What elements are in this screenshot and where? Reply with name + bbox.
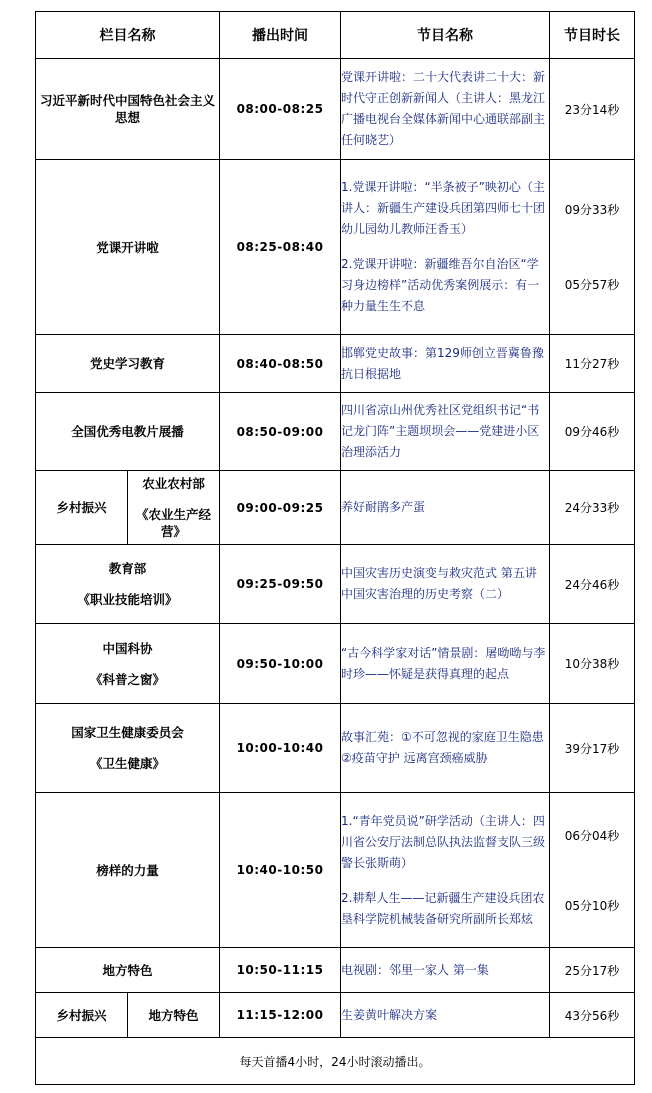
broadcast-time: 10:40-10:50 — [220, 793, 341, 948]
table-row — [36, 59, 635, 160]
column-name: 党课开讲啦 — [36, 160, 220, 335]
column-subtitle: 《科普之窗》 — [89, 671, 165, 687]
table-row — [36, 335, 635, 393]
program-name: 电视剧：邻里一家人 第一集 — [341, 948, 550, 993]
header-column-name: 栏目名称 — [36, 12, 220, 59]
program-item: 2.耕犁人生——记新疆生产建设兵团农垦科学院机械装备研究所副所长郑炫 — [341, 890, 545, 926]
broadcast-time: 10:50-11:15 — [220, 948, 341, 993]
program-name: 邯郸党史故事：第129师创立晋冀鲁豫抗日根据地 — [341, 335, 550, 393]
program-item: 1.“青年党员说”研学活动（主讲人：四川省公安厅法制总队执法监督支队三级警长张斯萌） — [341, 813, 546, 870]
program-name: 故事汇苑：①不可忽视的家庭卫生隐患②疫苗守护 远离宫颈癌威胁 — [341, 704, 550, 793]
broadcast-time: 08:25-08:40 — [220, 160, 341, 335]
program-name: “古今科学家对话”情景剧：屠呦呦与李时珍——怀疑是获得真理的起点 — [341, 624, 550, 704]
broadcast-time: 09:25-09:50 — [220, 545, 341, 624]
broadcast-time: 10:00-10:40 — [220, 704, 341, 793]
table-row — [36, 471, 635, 545]
program-duration: 10分38秒 — [550, 624, 635, 704]
program-name: 党课开讲啦：二十大代表讲二十大：新时代守正创新新闻人（主讲人：黑龙江广播电视台全媒体新闻中心通联部副主任何晓艺） — [341, 59, 550, 160]
column-name — [36, 545, 220, 624]
table-row — [36, 160, 635, 335]
program-duration: 43分56秒 — [550, 993, 635, 1038]
column-title: 教育部 — [108, 561, 147, 576]
program-duration — [550, 160, 635, 335]
column-name: 榜样的力量 — [36, 793, 220, 948]
sub-show: 《农业生产经营》 — [135, 507, 211, 539]
column-name — [36, 704, 220, 793]
header-program-duration: 节目时长 — [550, 12, 635, 59]
broadcast-time: 09:00-09:25 — [220, 471, 341, 545]
duration-item: 09分33秒 — [564, 203, 620, 217]
footer-row — [36, 1038, 635, 1085]
program-duration: 09分46秒 — [550, 393, 635, 471]
program-duration: 24分33秒 — [550, 471, 635, 545]
column-name: 习近平新时代中国特色社会主义思想 — [36, 59, 220, 160]
column-title: 国家卫生健康委员会 — [71, 725, 184, 740]
duration-item: 05分57秒 — [564, 278, 620, 292]
column-name: 党史学习教育 — [36, 335, 220, 393]
header-row — [36, 12, 635, 59]
program-item: 2.党课开讲啦：新疆维吾尔自治区“学习身边榜样”活动优秀案例展示：有一种力量生生不息 — [341, 257, 540, 313]
broadcast-time: 08:50-09:00 — [220, 393, 341, 471]
table-row — [36, 393, 635, 471]
schedule-table — [35, 11, 635, 1085]
program-duration: 39分17秒 — [550, 704, 635, 793]
broadcast-time: 08:00-08:25 — [220, 59, 341, 160]
broadcast-time: 09:50-10:00 — [220, 624, 341, 704]
column-name: 全国优秀电教片展播 — [36, 393, 220, 471]
column-name: 乡村振兴 — [36, 471, 128, 545]
column-subtitle: 《职业技能培训》 — [77, 592, 178, 607]
duration-item: 05分10秒 — [564, 898, 620, 913]
table-row — [36, 624, 635, 704]
footer-note: 每天首播4小时，24小时滚动播出。 — [36, 1038, 635, 1085]
program-item: 1.党课开讲啦：“半条被子”映初心（主讲人：新疆生产建设兵团第四师七十团幼儿园幼儿教师汪香玉） — [341, 180, 546, 236]
sub-department: 农业农村部 — [142, 476, 205, 491]
duration-item: 06分04秒 — [564, 828, 620, 843]
header-broadcast-time: 播出时间 — [220, 12, 341, 59]
table-row — [36, 545, 635, 624]
program-duration: 11分27秒 — [550, 335, 635, 393]
program-name: 四川省凉山州优秀社区党组织书记“书记龙门阵”主题坝坝会——党建进小区 治理添活力 — [341, 393, 550, 471]
program-duration: 24分46秒 — [550, 545, 635, 624]
table-row — [36, 704, 635, 793]
program-name — [341, 160, 550, 335]
column-subtitle: 《卫生健康》 — [89, 756, 165, 771]
table-row — [36, 793, 635, 948]
broadcast-time: 11:15-12:00 — [220, 993, 341, 1038]
column-name — [36, 624, 220, 704]
table-row — [36, 993, 635, 1038]
column-subcategory: 地方特色 — [128, 993, 220, 1038]
column-title: 中国科协 — [102, 640, 153, 656]
program-duration — [550, 793, 635, 948]
column-subcategory — [128, 471, 220, 545]
column-name: 地方特色 — [36, 948, 220, 993]
program-name: 生姜黄叶解决方案 — [341, 993, 550, 1038]
program-name: 中国灾害历史演变与救灾范式 第五讲 中国灾害治理的历史考察（二） — [341, 545, 550, 624]
program-duration: 23分14秒 — [550, 59, 635, 160]
program-name: 养好耐鹃多产蛋 — [341, 471, 550, 545]
column-name: 乡村振兴 — [36, 993, 128, 1038]
header-program-name: 节目名称 — [341, 12, 550, 59]
program-name — [341, 793, 550, 948]
broadcast-time: 08:40-08:50 — [220, 335, 341, 393]
table-row — [36, 948, 635, 993]
program-duration: 25分17秒 — [550, 948, 635, 993]
